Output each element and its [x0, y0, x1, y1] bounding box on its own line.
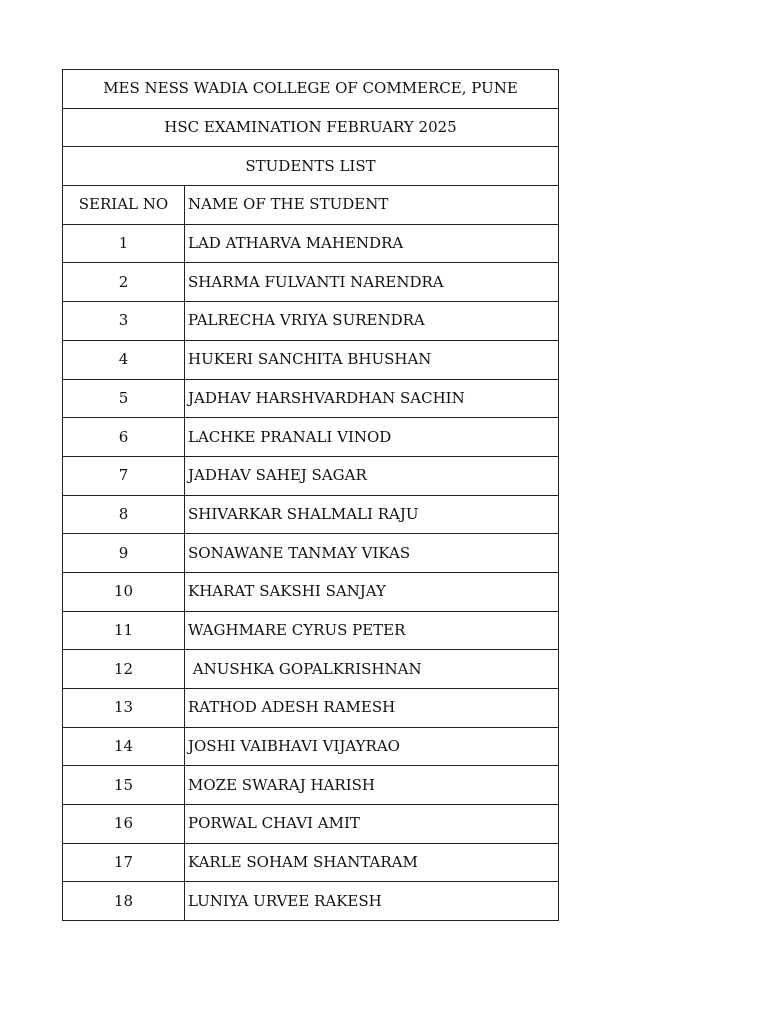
serial-number-cell: 8: [63, 495, 185, 534]
student-name-cell: LUNIYA URVEE RAKESH: [185, 882, 559, 921]
student-name-cell: RATHOD ADESH RAMESH: [185, 689, 559, 728]
serial-number-cell: 7: [63, 456, 185, 495]
student-name-cell: SHARMA FULVANTI NARENDRA: [185, 263, 559, 302]
serial-number-cell: 6: [63, 418, 185, 457]
serial-number-cell: 15: [63, 766, 185, 805]
table-row: [63, 340, 559, 379]
table-row: [63, 689, 559, 728]
header-row-list-title: [63, 147, 559, 186]
serial-number-cell: 1: [63, 224, 185, 263]
students-list-table: [62, 69, 559, 921]
serial-column-header: SERIAL NO: [63, 186, 185, 225]
student-name-cell: LAD ATHARVA MAHENDRA: [185, 224, 559, 263]
column-header-row: [63, 186, 559, 225]
student-name-cell: LACHKE PRANALI VINOD: [185, 418, 559, 457]
serial-number-cell: 5: [63, 379, 185, 418]
header-row-exam: [63, 108, 559, 147]
table-row: [63, 224, 559, 263]
student-name-cell: PORWAL CHAVI AMIT: [185, 805, 559, 844]
student-name-cell: PALRECHA VRIYA SURENDRA: [185, 302, 559, 341]
header-row-college: [63, 70, 559, 109]
serial-number-cell: 4: [63, 340, 185, 379]
table-row: [63, 456, 559, 495]
exam-title: HSC EXAMINATION FEBRUARY 2025: [63, 108, 559, 147]
table-row: [63, 534, 559, 573]
serial-number-cell: 14: [63, 727, 185, 766]
serial-number-cell: 9: [63, 534, 185, 573]
table-row: [63, 766, 559, 805]
table-row: [63, 650, 559, 689]
students-list-body: [63, 70, 559, 921]
serial-number-cell: 17: [63, 843, 185, 882]
table-row: [63, 379, 559, 418]
table-row: [63, 263, 559, 302]
serial-number-cell: 2: [63, 263, 185, 302]
student-name-cell: WAGHMARE CYRUS PETER: [185, 611, 559, 650]
student-name-cell: JOSHI VAIBHAVI VIJAYRAO: [185, 727, 559, 766]
table-row: [63, 611, 559, 650]
college-title: MES NESS WADIA COLLEGE OF COMMERCE, PUNE: [63, 70, 559, 109]
list-title: STUDENTS LIST: [63, 147, 559, 186]
serial-number-cell: 13: [63, 689, 185, 728]
serial-number-cell: 18: [63, 882, 185, 921]
student-name-cell: ANUSHKA GOPALKRISHNAN: [185, 650, 559, 689]
table-row: [63, 495, 559, 534]
serial-number-cell: 12: [63, 650, 185, 689]
name-column-header: NAME OF THE STUDENT: [185, 186, 559, 225]
table-row: [63, 727, 559, 766]
serial-number-cell: 11: [63, 611, 185, 650]
student-name-cell: KARLE SOHAM SHANTARAM: [185, 843, 559, 882]
student-name-cell: MOZE SWARAJ HARISH: [185, 766, 559, 805]
serial-number-cell: 16: [63, 805, 185, 844]
table-row: [63, 418, 559, 457]
student-name-cell: KHARAT SAKSHI SANJAY: [185, 572, 559, 611]
table-row: [63, 572, 559, 611]
student-name-cell: JADHAV SAHEJ SAGAR: [185, 456, 559, 495]
table-row: [63, 882, 559, 921]
serial-number-cell: 10: [63, 572, 185, 611]
table-row: [63, 805, 559, 844]
serial-number-cell: 3: [63, 302, 185, 341]
student-name-cell: HUKERI SANCHITA BHUSHAN: [185, 340, 559, 379]
student-name-cell: SHIVARKAR SHALMALI RAJU: [185, 495, 559, 534]
student-name-cell: SONAWANE TANMAY VIKAS: [185, 534, 559, 573]
table-row: [63, 843, 559, 882]
student-name-cell: JADHAV HARSHVARDHAN SACHIN: [185, 379, 559, 418]
table-row: [63, 302, 559, 341]
